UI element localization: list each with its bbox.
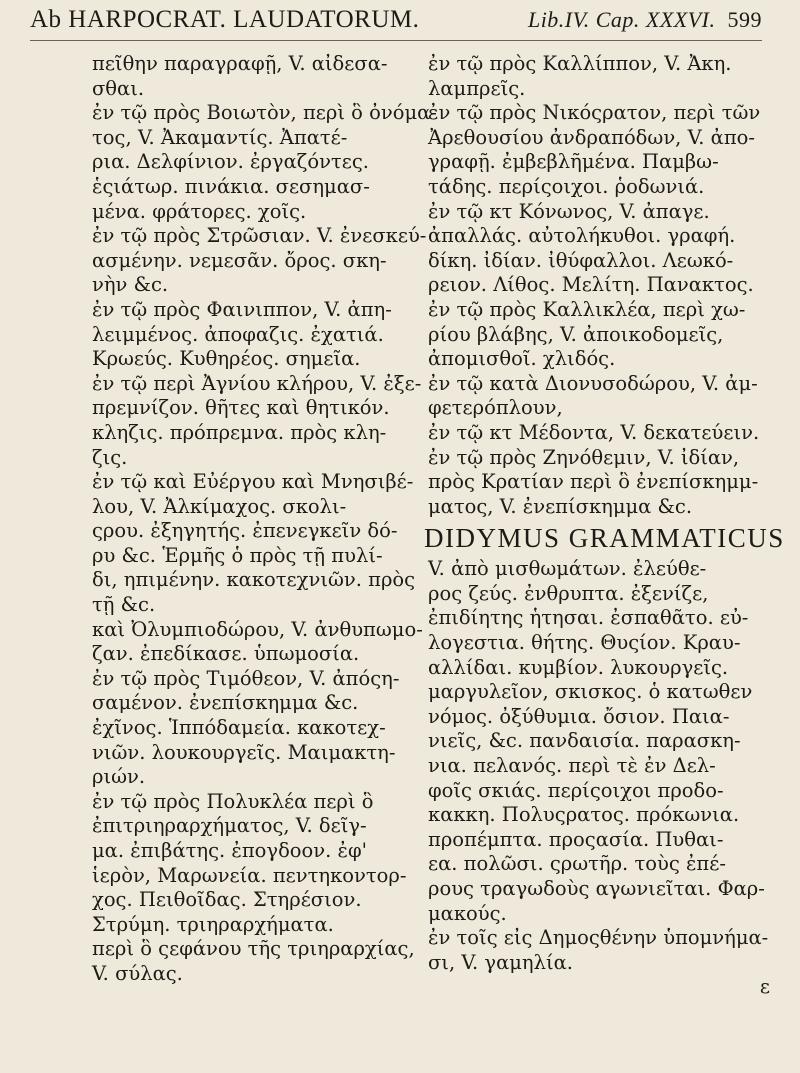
text-line: ἐν τῷ καὶ Εὐέργου καὶ Μνησιβέ-: [92, 470, 414, 494]
text-line: νὴν &c.: [92, 273, 169, 297]
text-line: γραφῇ. ἐμβεβλῆμένα. Παμβω-: [428, 150, 719, 174]
text-line: δίκη. ἰδίαν. ἰθύφαλλοι. Λεωκό-: [428, 248, 734, 272]
text-line: χος. Πειθοῖδας. Στηρέσιον.: [92, 888, 362, 912]
text-line: ἐν τῷ πρὸς Καλλίππον, V. Ἀκη.: [428, 52, 732, 75]
text-line: ζαν. ἐπεδίκασε. ὑπωμοσία.: [92, 642, 360, 666]
text-line: μα. ἐπιβάτης. ἐπογδοον. ἐφ': [92, 839, 368, 862]
text-line: σαμένον. ἐνεπίσκημμα &c.: [92, 691, 359, 715]
didymus-entries: [428, 557, 778, 975]
catchword: ε: [759, 975, 770, 999]
text-line: τάδης. περίςοιχοι. ῥοδωνιά.: [428, 174, 705, 198]
text-line: V. σύλας.: [92, 961, 183, 985]
text-line: ματος, V. ἐνεπίσκημμα &c.: [428, 494, 693, 518]
text-line: τος, V. Ἀκαμαντίς. Ἀπατέ-: [92, 125, 348, 149]
text-line: νιῶν. λουκουργεῖς. Μαιμακτη-: [92, 740, 396, 764]
text-line: Κρωεύς. Κυθηρέος. σημεῖα.: [92, 347, 361, 371]
text-line: φετερόπλουν,: [428, 396, 563, 420]
text-line: ρος ζεύς. ἐνθρυπτα. ἐξενίζε,: [428, 581, 709, 605]
text-line: ρειον. Λίθος. Μελίτη. Πανακτος.: [428, 273, 754, 297]
text-line: νιεῖς, &c. πανδαισία. παρασκη-: [428, 729, 741, 753]
text-line: εα. πολῶσι. ςρωτῆρ. τοὺς ἐπέ-: [428, 852, 726, 876]
text-line: ἐχῖνος. Ἱππόδαμεία. κακοτεχ-: [92, 716, 386, 740]
text-line: νόμος. ὀξύθυμια. ὄσιον. Παια-: [428, 704, 730, 728]
text-line: λογεστια. θήτης. Θυςίον. Κραυ-: [428, 631, 741, 655]
page-number: 599: [727, 7, 762, 32]
text-line: κληζις. πρόπρεμνα. πρὸς κλη-: [92, 420, 387, 444]
text-line: πεῖθην παραγραφῇ, V. αἰδεσα-: [92, 52, 388, 75]
text-line: δι, ηπιμένην. κακοτεχνιῶν. πρὸς: [92, 568, 416, 592]
text-line: ρυ &c. Ἑρμῆς ὁ πρὸς τῇ πυλί-: [92, 543, 383, 567]
text-line: σι, V. γαμηλία.: [428, 950, 573, 974]
text-line: ἑςιάτωρ. πινάκια. σεσημασ-: [92, 174, 370, 198]
text-line: ρους τραγωδοὺς αγωνιεῖται. Φαρ-: [428, 877, 765, 900]
text-line: ςρου. ἐξηγητής. ἐπενεγκεῖν δό-: [92, 519, 398, 543]
right-column: [424, 52, 785, 1000]
text-line: σθαι.: [92, 76, 145, 100]
text-line: ασμένην. νεμεσᾶν. ὄρος. σκη-: [92, 248, 387, 272]
text-line: ἱερὸν, Μαρωνεία. πεντηκοντορ-: [92, 863, 407, 887]
text-line: λου, V. Ἀλκίμαχος. σκολι-: [92, 494, 347, 518]
chapter-reference: Cap. XXXVI.: [595, 7, 716, 32]
text-line: αλλίδαι. κυμβίον. λυκουργεῖς.: [428, 655, 729, 679]
text-line: καὶ Ὀλυμπιοδώρου, V. ἀνθυπωμο-: [92, 617, 423, 641]
right-column-entries: [428, 52, 778, 519]
text-line: περὶ ὃ ςεφάνου τῆς τριηραρχίας,: [92, 937, 415, 961]
text-line: ἐν τῷ κατὰ Διονυσοδώρου, V. ἀμ-: [428, 371, 758, 395]
text-line: Ἀρεθουσίου ἀνδραπόδων, V. ἀπο-: [428, 125, 755, 149]
text-line: ρια. Δελφίνιον. ἐργαζόντες.: [92, 150, 369, 174]
text-line: ἐν τῷ πρὸς Τιμόθεον, V. ἀπόςη-: [92, 666, 400, 690]
text-line: ἀπομισθοῖ. χλιδός.: [428, 347, 616, 371]
text-line: μακούς.: [428, 901, 507, 925]
text-line: ριών.: [92, 765, 146, 789]
text-line: ἐν τῷ περὶ Ἀγνίου κλήρου, V. ἐξε-: [92, 371, 422, 395]
text-line: μένα. φράτορες. χοῖς.: [92, 199, 307, 223]
book-reference: Lib.IV.: [527, 7, 590, 32]
text-line: ἐν τῷ κτ Μέδοντα, V. δεκατεύειν.: [428, 420, 760, 444]
text-line: ἐν τῷ πρὸς Πολυκλέα περὶ ὃ: [92, 789, 374, 813]
left-column: [92, 52, 437, 987]
section-heading-didymus: DIDYMUS GRAMMATICUS: [424, 523, 785, 554]
text-line: ἐπιτριηραρχήματος, V. δεῖγ-: [92, 814, 367, 838]
text-line: ρίου βλάβης, V. ἀποικοδομεῖς,: [428, 322, 724, 346]
running-head: [30, 6, 762, 41]
text-line: ἐν τῷ πρὸς Βοιωτὸν, περὶ ὃ ὀνόμα-: [92, 101, 437, 125]
text-line: ἀπαλλάς. αὐτολήκυθοι. γραφή.: [428, 224, 736, 248]
text-line: νια. πελανός. περὶ τὲ ἐν Δελ-: [428, 754, 716, 778]
text-line: προπέμπτα. προςασία. Πυθαι-: [428, 827, 724, 851]
text-line: ἐν τῷ πρὸς Καλλικλέα, περὶ χω-: [428, 297, 746, 321]
text-line: ἐν τῷ πρὸς Νικόςρατον, περὶ τῶν: [428, 101, 761, 125]
text-line: κακκη. Πολυςρατος. πρόκωνια.: [428, 803, 740, 827]
text-line: λαμπρεῖς.: [428, 76, 526, 100]
text-line: Στρύμη. τριηραρχήματα.: [92, 912, 334, 936]
running-head-reference: [528, 7, 762, 33]
text-line: ἐν τῷ κτ Κόνωνος, V. ἀπαγε.: [428, 199, 710, 223]
text-line: πρὸς Κρατίαν περὶ ὃ ἐνεπίσκημμ-: [428, 470, 759, 494]
text-line: V. ἀπὸ μισθωμάτων. ἐλεύθε-: [428, 557, 707, 581]
text-line: ἐν τῷ πρὸς Στρῶσιαν. V. ἐνεσκεύ-: [92, 224, 427, 248]
text-line: λειμμένος. ἀποφαζις. ἐχατιά.: [92, 322, 384, 346]
text-line: ἐν τῷ πρὸς Ζηνόθεμιν, V. ἰδίαν,: [428, 445, 740, 469]
text-line: τῇ &c.: [92, 593, 156, 617]
text-line: ζις.: [92, 445, 128, 469]
text-line: ἐν τοῖς εἰς Δημοςθένην ὑπομνήμα-: [428, 926, 769, 950]
text-line: ἐν τῷ πρὸς Φαινιππον, V. ἀπη-: [92, 297, 392, 321]
running-head-title: Ab HARPOCRAT. LAUDATORUM.: [30, 6, 420, 33]
text-line: φοῖς σκιάς. περίςοιχοι προδο-: [428, 778, 724, 802]
text-line: πρεμνίζον. θῆτες καὶ θητικόν.: [92, 396, 390, 420]
text-line: μαργυλεῖον, σκισκος. ὁ κατωθεν: [428, 680, 753, 704]
text-line: ἐπιδίητης ἡτησαι. ἐσπαθᾶτο. εὐ-: [428, 606, 749, 630]
